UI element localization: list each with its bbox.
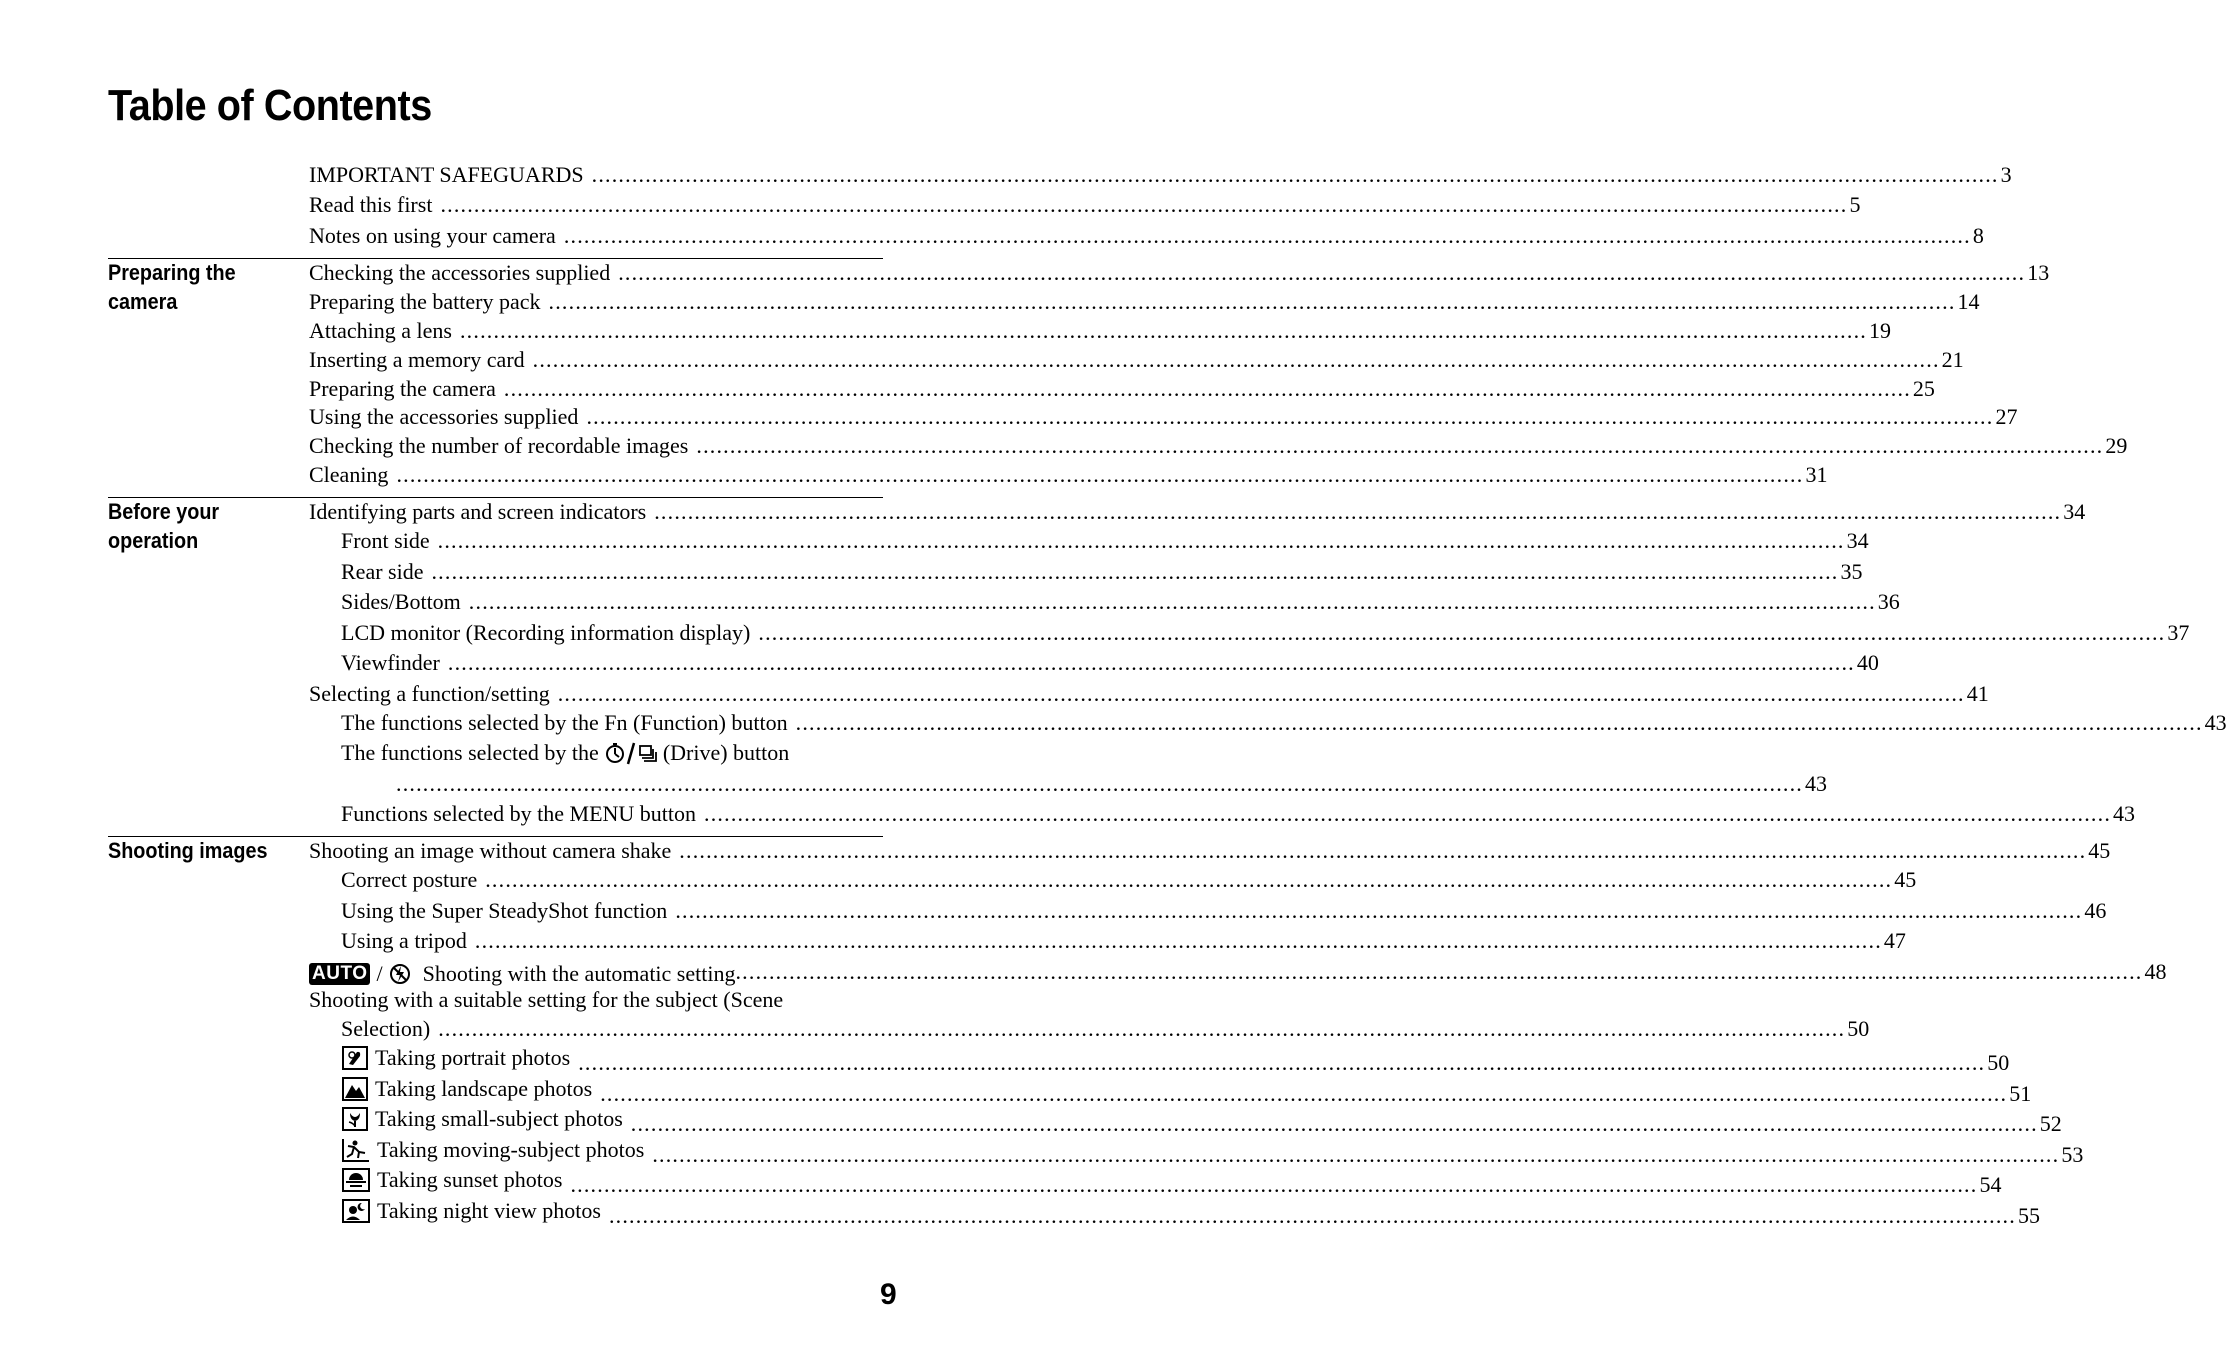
dot-leader: .................................................................................................................................................................................................................. — [758, 620, 2166, 645]
page-ref: 43 — [2204, 710, 2227, 735]
dot-leader: .................................................................................................................................................................................................................. — [591, 162, 1999, 187]
toc-entry[interactable]: Using a tripod .................................................................................................................................................................................................................. 47 — [341, 926, 883, 956]
dot-leader: .................................................................................................................................................................................................................. — [474, 928, 1882, 953]
page-ref: 5 — [1849, 192, 1861, 217]
page-ref: 8 — [1972, 223, 1984, 248]
page-ref: 27 — [1995, 404, 2018, 429]
page-ref: 31 — [1805, 462, 1828, 487]
toc-entry-auto[interactable]: AUTO / Shooting with the automatic setting .................................................................................................................................................................................................................. 48 — [309, 957, 883, 987]
page-ref: 25 — [1912, 376, 1935, 401]
toc-entry[interactable]: Using the accessories supplied .................................................................................................................................................................................................................. 27 — [309, 402, 883, 432]
section-label-shooting: Shooting images — [108, 838, 268, 863]
dot-leader: .................................................................................................................................................................................................................. — [630, 1111, 2038, 1136]
page-ref: 46 — [2084, 898, 2107, 923]
toc-entry[interactable]: Checking the number of recordable images .................................................................................................................................................................................................................. 29 — [309, 431, 883, 461]
toc-entry-landscape[interactable]: Taking landscape photos .................................................................................................................................................................................................................. 51 — [341, 1074, 883, 1104]
page-ref: 3 — [2000, 162, 2012, 187]
page-ref: 55 — [2017, 1203, 2040, 1228]
toc-entry[interactable]: Preparing the camera .................................................................................................................................................................................................................. 25 — [309, 374, 883, 404]
dot-leader: .................................................................................................................................................................................................................. — [557, 681, 1965, 706]
dot-leader: .................................................................................................................................................................................................................. — [447, 650, 1855, 675]
toc-entry[interactable]: Identifying parts and screen indicators .................................................................................................................................................................................................................. 34 — [309, 497, 883, 527]
dot-leader: .................................................................................................................................................................................................................. — [459, 318, 1867, 343]
page-ref: 21 — [1941, 347, 1964, 372]
toc-entry-read-this-first[interactable]: Read this first .................................................................................................................................................................................................................. 5 — [309, 190, 883, 220]
dot-leader: .................................................................................................................................................................................................................. — [396, 771, 1803, 796]
page-ref: 45 — [1894, 867, 1917, 892]
dot-leader: .................................................................................................................................................................................................................. — [675, 898, 2083, 923]
toc-entry-scene-line1[interactable]: Shooting with a suitable setting for the subject (Scene — [309, 987, 784, 1012]
toc-entry-important-safeguards[interactable]: IMPORTANT SAFEGUARDS .................................................................................................................................................................................................................. 3 — [309, 160, 883, 190]
toc-entry[interactable]: Attaching a lens .................................................................................................................................................................................................................. 19 — [309, 316, 883, 346]
page-ref: 29 — [2105, 433, 2128, 458]
dot-leader: .................................................................................................................................................................................................................. — [468, 589, 1876, 614]
toc-entry-portrait[interactable]: Taking portrait photos .................................................................................................................................................................................................................. 50 — [341, 1043, 883, 1073]
page-ref: 54 — [1979, 1172, 2002, 1197]
page-title: Table of Contents — [108, 81, 432, 130]
page-ref: 50 — [1847, 1016, 1870, 1041]
toc-entry-sunset[interactable]: Taking sunset photos .................................................................................................................................................................................................................. 54 — [341, 1165, 883, 1195]
toc-entry[interactable]: Selecting a function/setting .................................................................................................................................................................................................................. 41 — [309, 679, 883, 709]
dot-leader: .................................................................................................................................................................................................................. — [795, 710, 2203, 735]
toc-entry[interactable]: Cleaning .................................................................................................................................................................................................................. 31 — [309, 460, 883, 490]
dot-leader: .................................................................................................................................................................................................................. — [652, 1142, 2060, 1167]
dot-leader: .................................................................................................................................................................................................................. — [578, 1050, 1986, 1075]
page-ref: 43 — [2113, 801, 2136, 826]
dot-leader: .................................................................................................................................................................................................................. — [618, 260, 2026, 285]
night-view-icon — [341, 1199, 371, 1223]
toc-entry[interactable]: Functions selected by the MENU button .................................................................................................................................................................................................................. 43 — [341, 799, 883, 829]
flash-off-icon — [389, 963, 411, 985]
dot-leader: .................................................................................................................................................................................................................. — [438, 1016, 1846, 1041]
page-ref: 45 — [2088, 838, 2111, 863]
dot-leader: .................................................................................................................................................................................................................. — [608, 1203, 2016, 1228]
dot-leader: .................................................................................................................................................................................................................. — [396, 462, 1804, 487]
dot-leader: .................................................................................................................................................................................................................. — [704, 801, 2112, 826]
page-ref: 34 — [1846, 528, 1869, 553]
macro-icon — [341, 1107, 369, 1131]
page-ref: 35 — [1840, 559, 1863, 584]
toc-entry[interactable]: Correct posture .................................................................................................................................................................................................................. 45 — [341, 865, 883, 895]
page-ref: 51 — [2009, 1081, 2032, 1106]
page-ref: 19 — [1868, 318, 1891, 343]
auto-mode-icon: AUTO — [309, 963, 370, 985]
dot-leader: .................................................................................................................................................................................................................. — [586, 404, 1994, 429]
toc-entry[interactable]: Sides/Bottom .................................................................................................................................................................................................................. 36 — [341, 587, 883, 617]
dot-leader: .................................................................................................................................................................................................................. — [440, 192, 1848, 217]
toc-entry-scene-line2[interactable]: Selection) .................................................................................................................................................................................................................. 50 — [341, 1014, 883, 1044]
section-label-before: Before your operation — [108, 499, 220, 553]
self-timer-drive-icon — [605, 740, 657, 766]
dot-leader: .................................................................................................................................................................................................................. — [548, 289, 1956, 314]
toc-entry[interactable]: Inserting a memory card .................................................................................................................................................................................................................. 21 — [309, 345, 883, 375]
dot-leader: .................................................................................................................................................................................................................. — [563, 223, 1971, 248]
toc-entry-drive-line1[interactable]: The functions selected by the (Drive) button — [341, 740, 790, 765]
portrait-icon — [341, 1046, 369, 1070]
toc-entry[interactable]: Rear side .................................................................................................................................................................................................................. 35 — [341, 557, 883, 587]
page-ref: 13 — [2027, 260, 2050, 285]
page-number: 9 — [880, 1278, 897, 1311]
page-ref: 41 — [1966, 681, 1989, 706]
page-ref: 34 — [2063, 499, 2086, 524]
dot-leader: .................................................................................................................................................................................................................. — [570, 1172, 1978, 1197]
dot-leader: .................................................................................................................................................................................................................. — [431, 559, 1839, 584]
dot-leader: .................................................................................................................................................................................................................. — [679, 838, 2087, 863]
toc-entry-notes-on-using[interactable]: Notes on using your camera .................................................................................................................................................................................................................. 8 — [309, 221, 883, 251]
landscape-icon — [341, 1077, 369, 1101]
sunset-icon — [341, 1168, 371, 1192]
toc-entry[interactable]: The functions selected by the Fn (Function) button .................................................................................................................................................................................................................. 43 — [341, 708, 883, 738]
page-ref: 48 — [2144, 959, 2167, 984]
page-ref: 50 — [1987, 1050, 2010, 1075]
toc-entry-night-view[interactable]: Taking night view photos .................................................................................................................................................................................................................. 55 — [341, 1196, 883, 1226]
toc-entry[interactable]: Front side .................................................................................................................................................................................................................. 34 — [341, 526, 883, 556]
page-ref: 52 — [2039, 1111, 2062, 1136]
dot-leader: .................................................................................................................................................................................................................. — [696, 433, 2104, 458]
page-ref: 36 — [1877, 589, 1900, 614]
dot-leader: .................................................................................................................................................................................................................. — [654, 499, 2062, 524]
page-ref: 37 — [2167, 620, 2190, 645]
toc-entry-macro[interactable]: Taking small-subject photos .................................................................................................................................................................................................................. 52 — [341, 1104, 883, 1134]
page-ref: 40 — [1856, 650, 1879, 675]
page-ref: 43 — [1805, 771, 1827, 796]
dot-leader: .................................................................................................................................................................................................................. — [532, 347, 1940, 372]
page-ref: 47 — [1883, 928, 1906, 953]
toc-entry-sports[interactable]: Taking moving-subject photos .................................................................................................................................................................................................................. 53 — [341, 1135, 883, 1165]
dot-leader: .................................................................................................................................................................................................................. — [503, 376, 1911, 401]
toc-entry[interactable]: Preparing the battery pack .................................................................................................................................................................................................................. 14 — [309, 287, 883, 317]
toc-entry[interactable]: Shooting an image without camera shake .................................................................................................................................................................................................................. 45 — [309, 836, 883, 866]
dot-leader: .................................................................................................................................................................................................................. — [437, 528, 1845, 553]
dot-leader: .................................................................................................................................................................................................................. — [600, 1081, 2008, 1106]
sports-icon — [341, 1138, 371, 1162]
dot-leader: .................................................................................................................................................................................................................. — [485, 867, 1893, 892]
toc-entry[interactable]: Viewfinder .................................................................................................................................................................................................................. 40 — [341, 648, 883, 678]
toc-entry[interactable]: Checking the accessories supplied .................................................................................................................................................................................................................. 13 — [309, 258, 883, 288]
toc-entry-drive-line2[interactable] — [396, 769, 1827, 799]
page-ref: 14 — [1957, 289, 1980, 314]
toc-entry[interactable]: Using the Super SteadyShot function .................................................................................................................................................................................................................. 46 — [341, 896, 883, 926]
toc-entry[interactable]: LCD monitor (Recording information display) .................................................................................................................................................................................................................. 37 — [341, 618, 883, 648]
section-label-preparing: Preparing the camera — [108, 260, 236, 314]
page-ref: 53 — [2061, 1142, 2084, 1167]
dot-leader: .................................................................................................................................................................................................................. — [735, 959, 2143, 984]
